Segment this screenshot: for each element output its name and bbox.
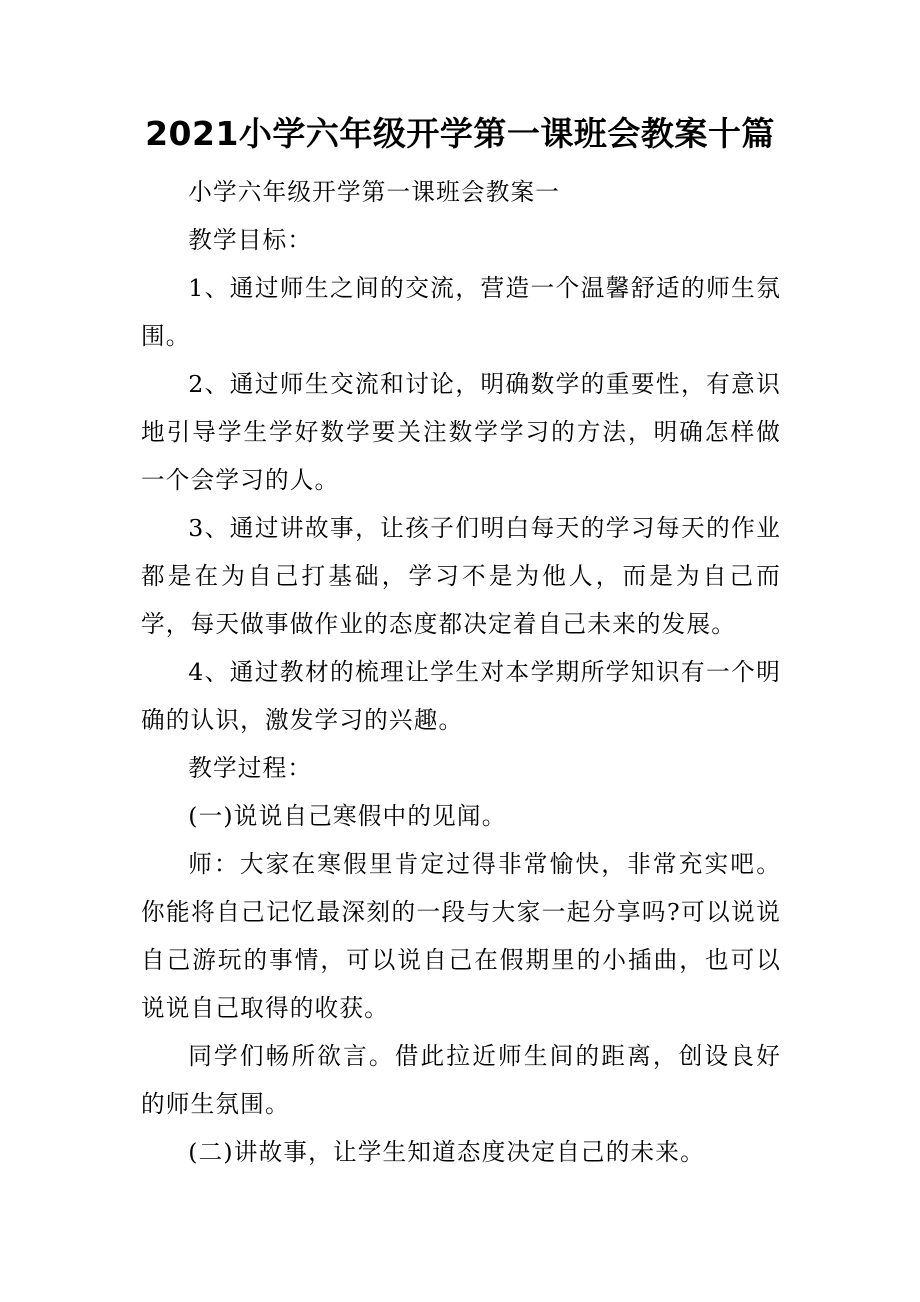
paragraph-objective-4: 4、通过教材的梳理让学生对本学期所学知识有一个明确的认识，激发学习的兴趣。 bbox=[141, 658, 781, 734]
document-body bbox=[141, 168, 781, 1176]
paragraph-step-2: (二)讲故事，让学生知道态度决定自己的未来。 bbox=[188, 1138, 705, 1166]
paragraph-step-1: (一)说说自己寒假中的见闻。 bbox=[188, 802, 507, 830]
paragraph-students-share: 同学们畅所欲言。借此拉近师生间的距离，创设良好的师生氛围。 bbox=[141, 1042, 781, 1118]
paragraph-objective-1: 1、通过师生之间的交流，营造一个温馨舒适的师生氛围。 bbox=[141, 274, 781, 350]
paragraph-process-heading: 教学过程： bbox=[188, 754, 313, 782]
paragraph-objective-3: 3、通过讲故事，让孩子们明白每天的学习每天的作业都是在为自己打基础，学习不是为他人，而是为自己而学，每天做事做作业的态度都决定着自己未来的发展。 bbox=[141, 514, 781, 638]
paragraph-objectives-heading: 教学目标： bbox=[188, 226, 313, 254]
paragraph-teacher-prompt: 师：大家在寒假里肯定过得非常愉快，非常充实吧。你能将自己记忆最深刻的一段与大家一起分享吗?可以说说自己游玩的事情，可以说自己在假期里的小插曲，也可以说说自己取得的收获。 bbox=[141, 850, 781, 1022]
document-title: 2021小学六年级开学第一课班会教案十篇 bbox=[145, 114, 775, 153]
paragraph-lesson-heading: 小学六年级开学第一课班会教案一 bbox=[188, 178, 561, 206]
paragraph-objective-2: 2、通过师生交流和讨论，明确数学的重要性，有意识地引导学生学好数学要关注数学学习的方法，明确怎样做一个会学习的人。 bbox=[141, 370, 781, 494]
